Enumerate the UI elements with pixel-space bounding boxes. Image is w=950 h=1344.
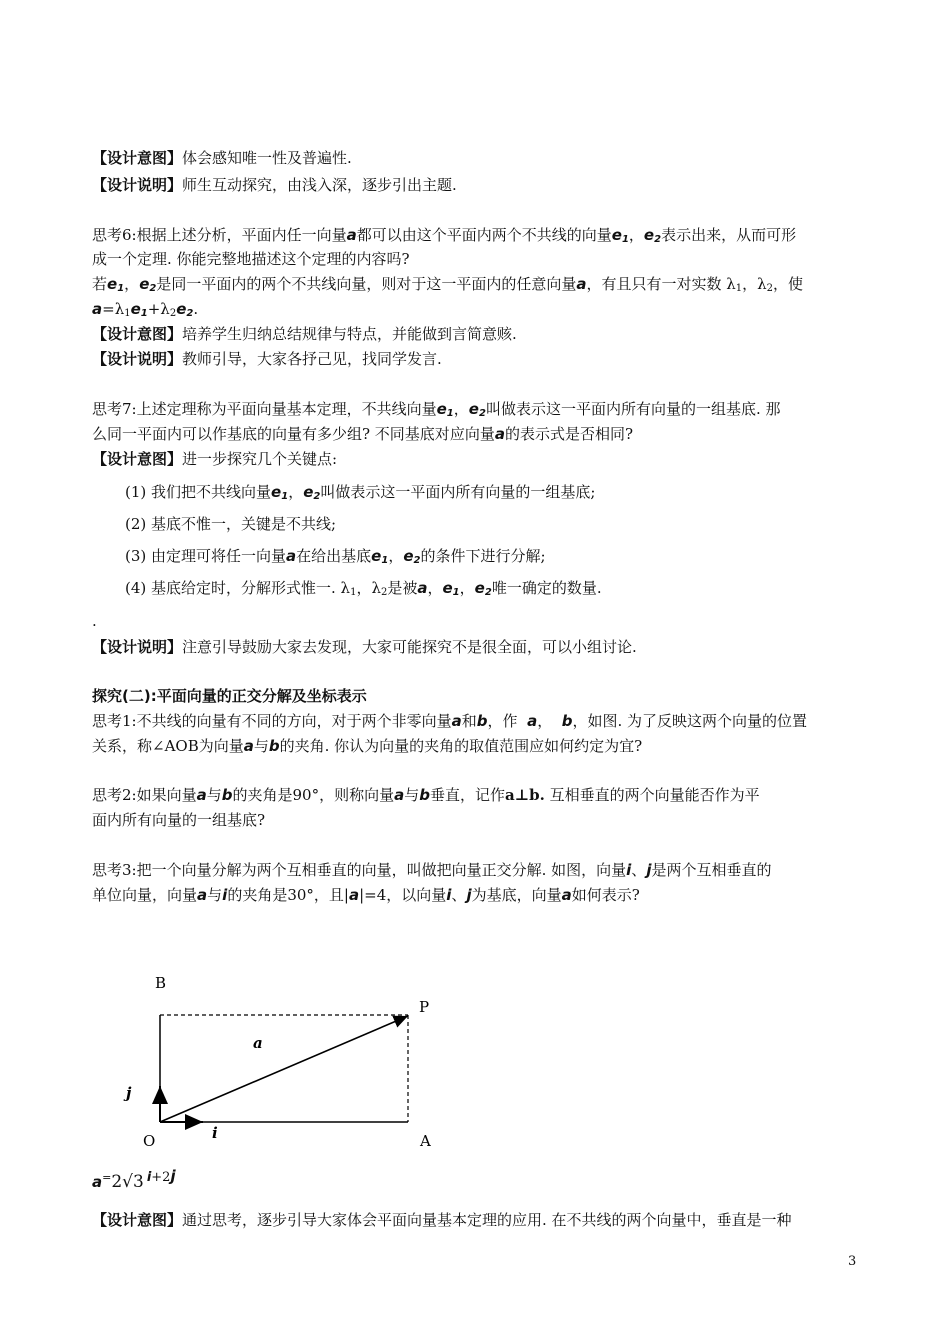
e2-think1-line2: 关系，称∠AOB为向量a与b的夹角. 你认为向量的夹角的取值范围应如何约定为宜?	[92, 737, 643, 755]
think7-line1: 思考7:上述定理称为平面向量基本定理，不共线向量$e_1$，$e_2$叫做表示这一平面内所有向量的一组基底. 那	[92, 400, 781, 419]
design-note-1: 【设计说明】师生互动探究，由浅入深，逐步引出主题.	[92, 176, 457, 194]
key-point-2: (2) 基底不惟一，关键是不共线;	[125, 515, 337, 533]
stray-dot: .	[92, 612, 97, 630]
theorem-formula: $a=\lambda_1e_1+\lambda_2e_2$.	[92, 300, 199, 319]
vector-a-arrow	[160, 1016, 408, 1122]
page-number: 3	[848, 1254, 857, 1269]
key-point-1: (1) 我们把不共线向量$e_1$，$e_2$叫做表示这一平面内所有向量的一组基底;	[125, 483, 596, 502]
label-b: B	[155, 974, 167, 992]
label-vector-a: a	[253, 1034, 263, 1052]
result-formula: a=2√3 i+2j	[92, 1167, 176, 1192]
design-intent-3: 【设计意图】进一步探究几个关键点:	[92, 450, 338, 468]
think6-line1: 思考6:根据上述分析，平面内任一向量a都可以由这个平面内两个不共线的向量$e_1$，$e_2$表示出来，从而可形	[92, 226, 797, 245]
e2-think3-line1: 思考3:把一个向量分解为两个互相垂直的向量，叫做把向量正交分解. 如图，向量i、j是两个互相垂直的	[92, 861, 772, 879]
think6-line2: 成一个定理. 你能完整地描述这个定理的内容吗?	[92, 250, 410, 268]
design-intent-2: 【设计意图】培养学生归纳总结规律与特点，并能做到言简意赅.	[92, 325, 517, 343]
key-point-3: (3) 由定理可将任一向量a在给出基底$e_1$，$e_2$的条件下进行分解;	[125, 547, 546, 566]
e2-think1-line1: 思考1:不共线的向量有不同的方向，对于两个非零向量a和b，作 a， b，如图. 为了反映这两个向量的位置	[92, 712, 808, 730]
label-vector-i: i	[212, 1124, 218, 1142]
e2-think3-line2: 单位向量，向量a与i的夹角是30°，且|a|=4，以向量i、j为基底，向量a如何表示?	[92, 886, 640, 904]
vector-decomposition-figure	[0, 960, 500, 1160]
label-a-point: A	[420, 1132, 431, 1150]
e2-think2-line2: 面内所有向量的一组基底?	[92, 811, 266, 829]
label-p: P	[419, 998, 430, 1016]
design-note-2: 【设计说明】教师引导，大家各抒己见，找同学发言.	[92, 350, 442, 368]
design-intent-1: 【设计意图】体会感知唯一性及普遍性.	[92, 149, 352, 167]
section-heading: 探究(二):平面向量的正交分解及坐标表示	[92, 687, 367, 705]
e2-think2-line1: 思考2:如果向量a与b的夹角是90°，则称向量a与b垂直，记作a⊥b. 互相垂直的两个向量能否作为平	[92, 786, 760, 804]
label-o: O	[143, 1132, 156, 1150]
think7-line2: 么同一平面内可以作基底的向量有多少组? 不同基底对应向量a的表示式是否相同?	[92, 425, 633, 443]
theorem-statement: 若$e_1$，$e_2$是同一平面内的两个不共线向量，则对于这一平面内的任意向量a，有且只有一对实数 $\lambda_1$，$\lambda_2$，使	[92, 275, 804, 294]
label-vector-j: j	[126, 1084, 132, 1102]
design-intent-4: 【设计意图】通过思考，逐步引导大家体会平面向量基本定理的应用. 在不共线的两个向量中，垂直是一种	[92, 1211, 792, 1229]
key-point-4: (4) 基底给定时，分解形式惟一. $\lambda_1$，$\lambda_2$是被a，$e_1$，$e_2$唯一确定的数量.	[125, 579, 602, 598]
design-note-3: 【设计说明】注意引导鼓励大家去发现，大家可能探究不是很全面，可以小组讨论.	[92, 638, 637, 656]
